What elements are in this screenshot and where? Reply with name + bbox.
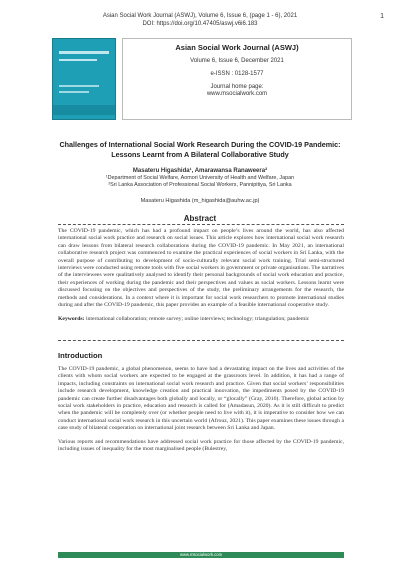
- author-block: [40, 168, 360, 189]
- introduction-paragraph-1: The COVID-19 pandemic, a global phenomenon, seems to have had a devastating impact on the lives and activities of the clients with whom social workers are expected to be engaged at the grassroots level. In addition, it has had a range of impacts, including constraints on international social work research and practice. Given that social workers’ responsibilities include research development, knowledge creation and practical innovation, the impediments posed by the COVID-19 pandemic can create further disadvantages both globally and locally, or “glocally” (Gray, 2016). Therefore, global action by social work stakeholders in practice, education and research is called for (Amadasun, 2020). As it is still difficult to predict when the pandemic will be completely over (or whether people need to live with it), it is imperative to consider how we can conduct international social work research in this uncertain world (Afrouz, 2021). This paper examines these issues through a case study of bilateral cooperation on international joint research between Sri Lanka and Japan.: [58, 366, 344, 432]
- keywords: [58, 316, 344, 323]
- page-number: 1: [380, 13, 384, 20]
- abstract-text: The COVID-19 pandemic, which has had a profound impact on people’s lives around the world, has also affected international social work practice and research on social issues. This article explores how international social work research can draw lessons from bilateral research collaborations during the COVID-19 pandemic. In May 2021, an international collaborative research project was commenced to examine the practical experiences of social workers in Sri Lanka, with the overall purpose of contributing to development of socio-culturally relevant social work training. Trial semi-structured interviews were conducted using remote tools with five social workers in government or private organisations. The narratives of the interviewees were qualitatively analysed to identify their personal backgrounds of social work education and practice, their experiences of working during the pandemic and their perspectives and values as social workers. Lessons learnt were discussed focusing on the objectives and perspectives of the study, the preliminary arrangements for the research, the methods and considerations. In a context where it is important for social work researchers to promote international studies during and after the COVID-19 pandemic, this paper provides an example of a feasible international cooperative study.: [58, 228, 344, 309]
- author-names: Masateru Higashida¹, Amarawansa Ranaweera²: [132, 168, 268, 174]
- article-title: [30, 140, 370, 160]
- running-head-doi[interactable]: DOI: https://doi.org/10.47405/aswj.v6i6.183: [142, 21, 258, 27]
- article-title-line1: Challenges of International Social Work Research During the COVID-19 Pandemic:: [59, 140, 341, 149]
- affiliation-2: ²Sri Lanka Association of Professional Social Workers, Pannipitiya, Sri Lanka: [108, 182, 292, 188]
- correspondence: Masateru Higashida (m_higashida@auhw.ac.jp): [140, 198, 260, 204]
- keywords-list: international collaboration; remote survey; online interviews; technology; triangulation; pandemic: [85, 316, 310, 322]
- journal-title: Asian Social Work Journal (ASWJ): [175, 43, 299, 52]
- introduction-paragraph-2: Various reports and recommendations have addressed social work practice for those affected by the COVID-19 pandemic, including issues of inequality for the most marginalised people (Bulestrey,: [58, 438, 344, 453]
- running-head-journal: Asian Social Work Journal (ASWJ), Volume 6, Issue 6, (page 1 - 6), 2021: [102, 13, 298, 19]
- running-head: [40, 12, 360, 28]
- journal-homepage-label: Journal home page:: [210, 84, 264, 90]
- introduction-body: [58, 366, 344, 459]
- article-title-line2: Lessons Learnt from A Bilateral Collaborative Study: [111, 150, 289, 159]
- journal-header: [52, 38, 352, 120]
- footer-link[interactable]: www.msocialwork.com: [179, 552, 223, 557]
- keywords-label: Keywords:: [58, 316, 85, 322]
- journal-info-box: [122, 38, 352, 120]
- introduction-heading: Introduction: [58, 351, 103, 360]
- journal-homepage-link[interactable]: www.msocialwork.com: [206, 91, 268, 97]
- abstract-bottom-divider: [58, 340, 344, 341]
- abstract-top-divider: [58, 224, 344, 225]
- affiliation-1: ¹Department of Social Welfare, Aomori University of Health and Welfare, Japan: [105, 175, 295, 181]
- journal-issn: e-ISSN : 0128-1577: [210, 71, 264, 77]
- abstract-heading: Abstract: [183, 214, 217, 223]
- journal-volume: Volume 6, Issue 6, December 2021: [190, 58, 284, 64]
- journal-cover-image: [52, 38, 116, 120]
- footer-bar: [58, 552, 344, 558]
